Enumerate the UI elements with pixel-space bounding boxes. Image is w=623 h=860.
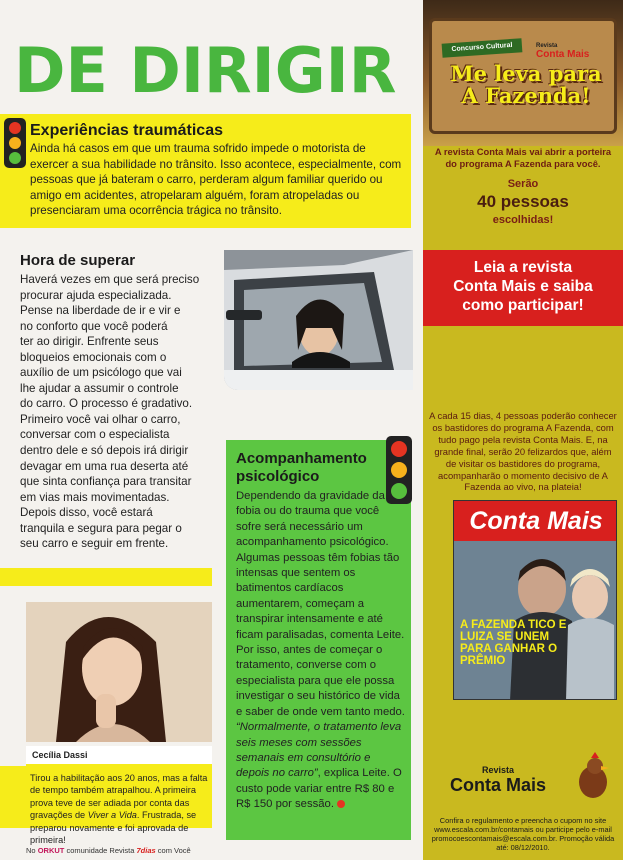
portrait-photo — [26, 602, 212, 742]
cta-line: Leia a revista — [473, 259, 573, 276]
body-line: Haverá vezes em que será preciso — [20, 273, 200, 286]
photo-caption-text — [30, 772, 210, 846]
ad-logo-small: Revista — [481, 765, 515, 775]
caption-italic: Viver a Vida — [87, 810, 137, 821]
section-title — [236, 450, 367, 486]
magazine-cover — [453, 500, 617, 700]
footer-text: comunidade Revista — [66, 846, 135, 855]
ad-brand — [536, 43, 589, 60]
body-line: Primeiro você vai olhar o carro, — [20, 412, 181, 426]
ad-header — [423, 0, 623, 146]
body-line: dentro dele e só depois irá dirigir — [20, 444, 189, 458]
body-line: conversar com o especialista — [20, 428, 170, 442]
section-body — [20, 272, 235, 552]
ad-brand-small: Revista — [536, 43, 558, 49]
body-line: bloqueios emocionais com o — [20, 350, 167, 364]
body-line: do carro. O processo é gradativo. — [20, 397, 193, 411]
footer-suffix: com Você — [157, 846, 191, 855]
ad-brand-name: Conta Mais — [536, 49, 590, 60]
body-line: seu carro e seguir em frente. — [20, 537, 169, 551]
body-line: lhe ajudar a assumir o controle — [20, 381, 179, 395]
ad-count-suffix: escolhidas! — [492, 214, 554, 226]
magazine-cover-title: Conta Mais — [454, 501, 617, 541]
body-line: no conforto que você poderá — [20, 319, 168, 333]
body-line: Pense na liberdade de ir e vir e — [20, 304, 181, 318]
section-body: Ainda há casos em que um trauma sofrido impede o motorista de exercer a sua habilidade no trânsito. Isso acontece, especialmente, com pessoas que já bateram o carro, perderam algum familiar querido ou amigo em acidentes, atropelaram alguém, foram atropeladas ou presenciaram uma ocorrência trágica no trânsito. — [30, 142, 402, 218]
section-title: Hora de superar — [20, 252, 136, 269]
ad-intro: A revista Conta Mais vai abrir a porteira do programa A Fazenda para você. — [434, 146, 612, 169]
woman-in-car-photo — [224, 250, 413, 390]
ad-logo-name: Conta Mais — [449, 775, 546, 795]
ad-details: A cada 15 dias, 4 pessoas poderão conhecer os bastidores do programa A Fazenda, com tudo pago pela revista Conta Mais. E, na grande final, serão 20 felizardos que, além de visitar os bastidores do programa, acompanharão o momento decisivo de A Fazenda ao vivo, na plateia! — [429, 410, 617, 493]
section-title-line: Acompanhamento — [236, 450, 367, 467]
ad-plate: Concurso Cultural — [442, 38, 523, 58]
body-line: tranquila e segura para pegar o — [20, 521, 182, 535]
caption-text: Tirou a habilitação aos 20 anos, mas a falta de tempo também atrapalhou. A primeira prova teve de ser adiada por conta das gravações de — [30, 773, 208, 821]
ad-title-line: Me leva para — [450, 61, 602, 86]
end-mark-icon — [337, 800, 345, 808]
ad-count-prefix: Serão — [507, 178, 539, 190]
caption-text: . Frustrada, se preparou novamente e foi aprovada de primeira! — [30, 810, 197, 846]
wooden-sign — [429, 18, 617, 134]
ad-logo — [443, 765, 553, 796]
advertisement — [423, 0, 623, 860]
orkut-logo: ORKUT — [37, 846, 65, 855]
body-line: ter ao dirigir. Enfrente seus — [20, 335, 159, 349]
quote-text: “Normalmente, o tratamento leva seis meses com sessões semanais em consultório e depois no carro” — [236, 721, 402, 780]
footer-prefix: No — [26, 846, 36, 855]
page-headline: DE DIRIGIR — [14, 34, 397, 107]
cta-line: como participar! — [462, 297, 584, 314]
traffic-light-icon — [4, 118, 26, 168]
ad-count: 40 pessoas — [477, 192, 569, 211]
magazine-brand: 7dias — [136, 846, 156, 855]
body-line: auxílio de um psicólogo que vai — [20, 366, 182, 380]
ad-call-to-action — [423, 250, 623, 326]
rooster-icon — [571, 752, 615, 804]
body-line: Depois disso, você estará — [20, 506, 153, 520]
body-line: que sinta confiança para transitar — [20, 475, 192, 489]
photo-caption-name: Cecília Dassi — [26, 746, 212, 766]
yellow-accent-strip — [0, 568, 212, 586]
section-title-line: psicológico — [236, 468, 320, 485]
page-footer — [26, 846, 191, 855]
body-line: procurar ajuda especializada. — [20, 288, 172, 302]
body-line: em vias mais movimentadas. — [20, 490, 170, 504]
ad-footer: Confira o regulamento e preencha o cupom no site www.escala.com.br/contamais ou participe pelo e-mail promocoescontamais@escala.com.br. Promoção válida até: 08/12/2010. — [431, 816, 615, 852]
cta-line: Conta Mais e saiba — [453, 278, 593, 295]
section-body — [236, 489, 406, 813]
ad-title-line: A Fazenda! — [461, 83, 591, 108]
section-body-text: , explica Leite. O custo pode variar entre R$ 80 e R$ 150 por sessão. — [236, 767, 402, 811]
ad-title — [440, 63, 612, 107]
section-title: Experiências traumáticas — [30, 122, 223, 139]
magazine-headline: A FAZENDA TICO E LUIZA SE UNEM PARA GANHAR O PRÊMIO — [460, 619, 567, 667]
body-line: devagar em uma rua deserta até — [20, 459, 189, 473]
section-body-text: Dependendo da gravidade da fobia ou do trauma que você sofre será necessário um acompanhamento psicológico. Algumas pessoas têm fobias tão intensas que sentem os batimentos cardíacos aumentarem, começam a transpirar intensamente e até ficam paralisadas, comenta Leite. Por isso, antes de começar o tratamento, converse com o especialista para que ele possa investigar o seu histórico de vida e saber de onde vem tanto medo. — [236, 490, 405, 718]
